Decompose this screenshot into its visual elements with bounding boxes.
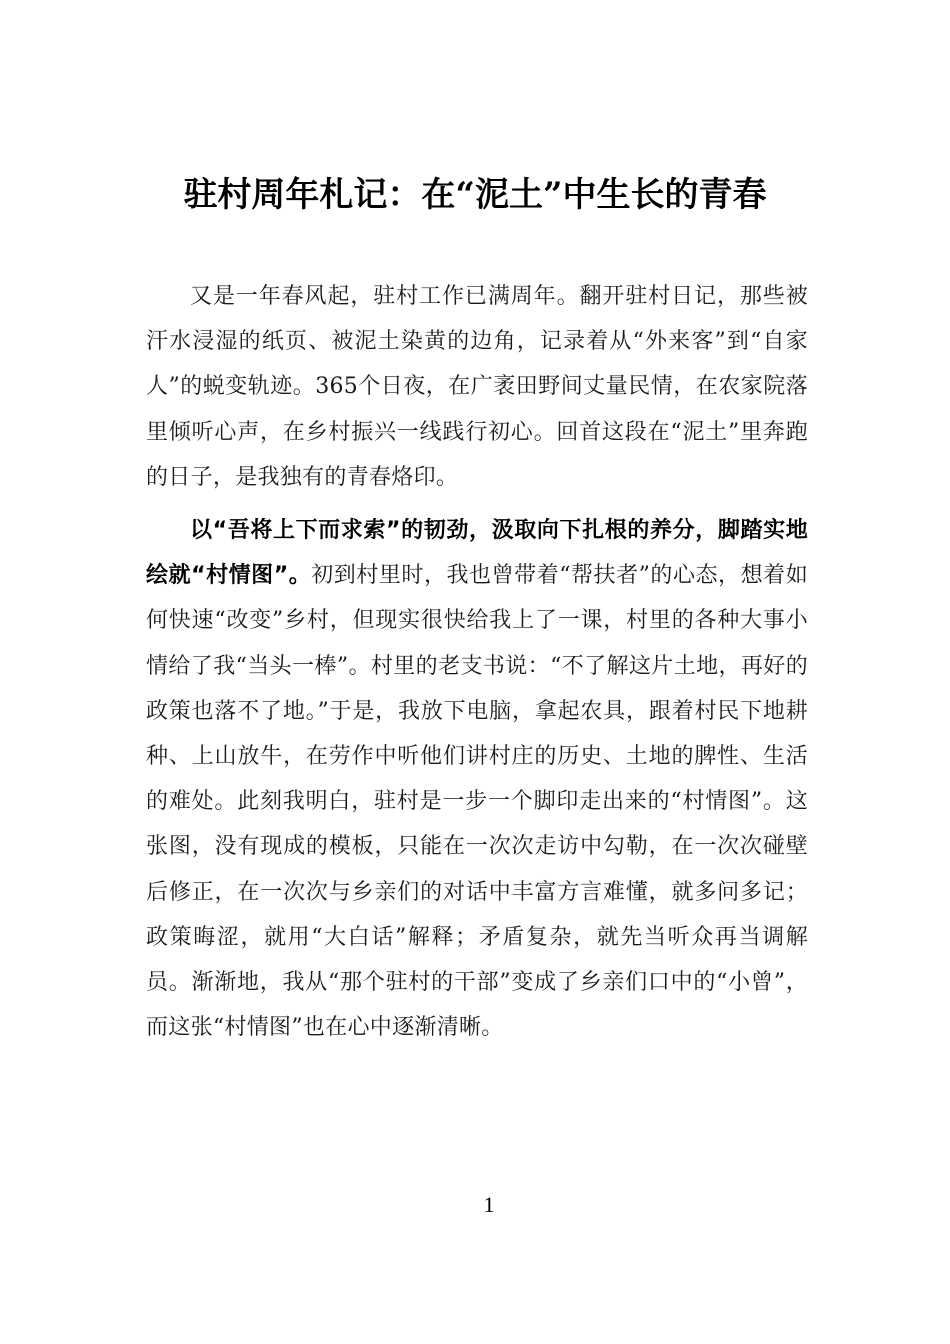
document-body xyxy=(146,274,808,1050)
paragraph-lead-sentence: 以“吾将上下而求索”的韧劲，汲取向下扎根的养分，脚踏实地绘就“村情图”。 xyxy=(146,518,808,589)
page-number: 1 xyxy=(483,1192,495,1217)
paragraph-text: 初到村里时，我也曾带着“帮扶者”的心态，想着如何快速“改变”乡村，但现实很快给我上了一课，村里的各种大事小情给了我“当头一棒”。村里的老支书说：“不了解这片土地，再好的政策也落不了地。”于是，我放下电脑，拿起农具，跟着村民下地耕种、上山放牛，在劳作中听他们讲村庄的历史、土地的脾性、生活的难处。此刻我明白，驻村是一步一个脚印走出来的“村情图”。这张图，没有现成的模板，只能在一次次走访中勾勒，在一次次碰壁后修正，在一次次与乡亲们的对话中丰富方言难懂，就多问多记；政策晦涩，就用“大白话”解释；矛盾复杂，就先当听众再当调解员。渐渐地，我从“那个驻村的干部”变成了乡亲们口中的“小曾”，而这张“村情图”也在心中逐渐清晰。 xyxy=(146,563,808,1041)
paragraph-text: 又是一年春风起，驻村工作已满周年。翻开驻村日记，那些被汗水浸湿的纸页、被泥土染黄的边角，记录着从“外来客”到“自家人”的蜕变轨迹。365个日夜，在广袤田野间丈量民情，在农家院落里倾听心声，在乡村振兴一线践行初心。回首这段在“泥土”里奔跑的日子，是我独有的青春烙印。 xyxy=(146,284,808,490)
document-title: 驻村周年札记：在“泥土”中生长的青春 xyxy=(183,175,767,215)
paragraph-intro xyxy=(146,274,808,500)
paragraph-village-map xyxy=(146,508,808,1050)
